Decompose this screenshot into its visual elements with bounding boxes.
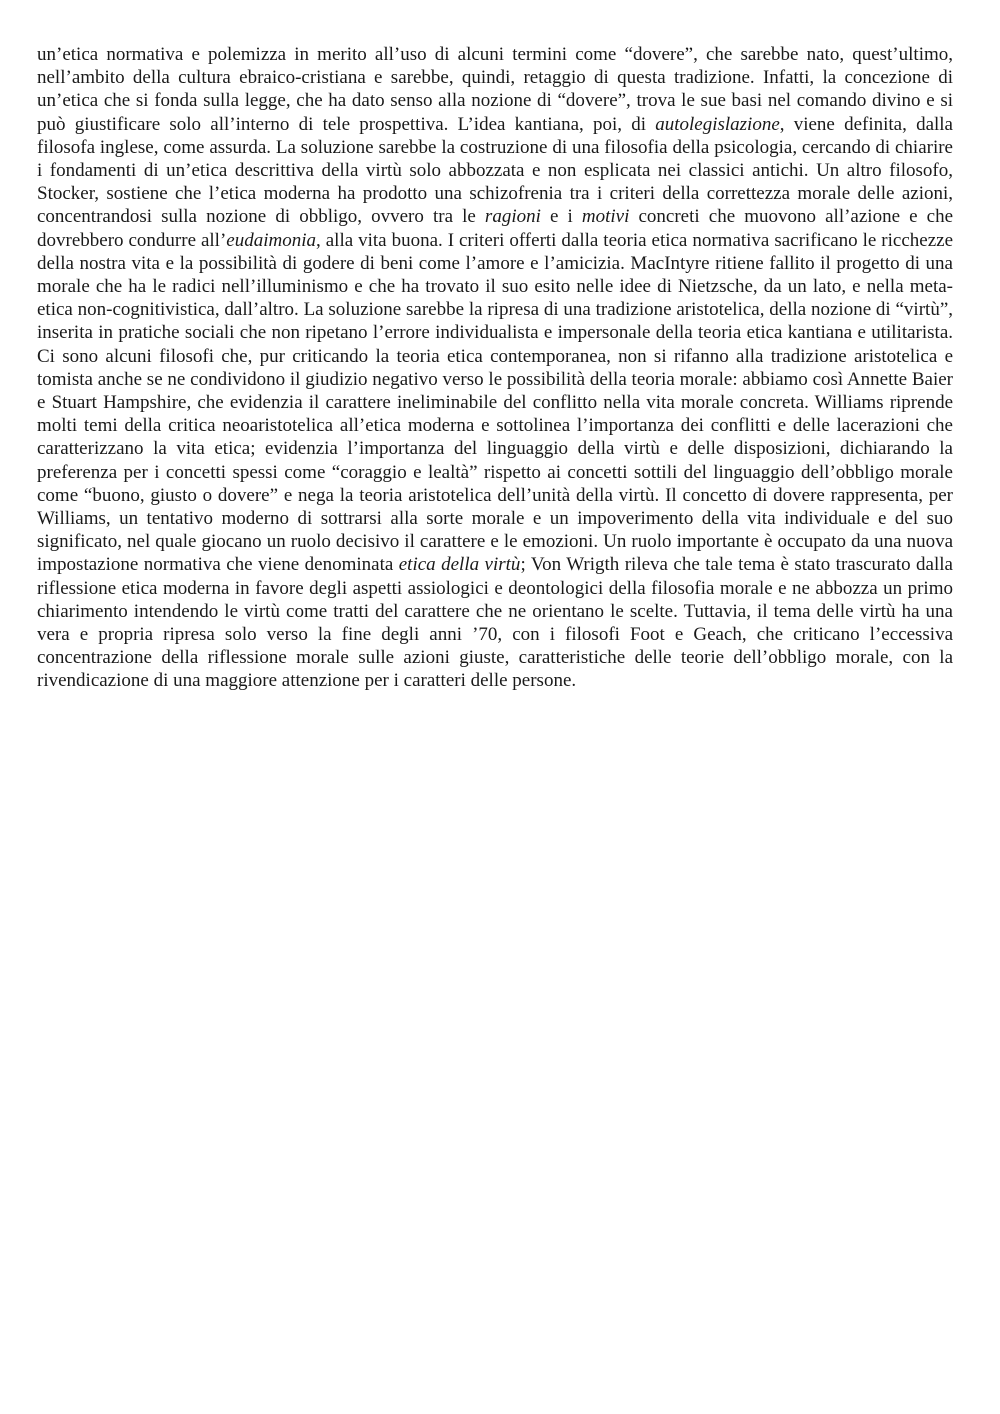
- text-segment: ; Von Wrigth rileva che tale tema è stato trascurato dalla riflessione etica moderna in favore degli aspetti assiologici e deontologici della filosofia morale e ne abbozza un primo chiarimento intendendo le virtù come tratti del carattere che ne orientano le scelte. Tuttavia, il tema delle virtù ha una vera e propria ripresa solo verso la fine degli anni ’70, con i filosofi Foot e Geach, che criticano l’eccessiva concentrazione della riflessione morale sulle azioni giuste, caratteristiche delle teorie dell’obbligo morale, con la rivendicazione di una maggiore attenzione per i caratteri delle persone.: [37, 554, 953, 692]
- text-segment: concreti che muovono all’azione e che dovrebbero condurre all’: [37, 206, 953, 251]
- body-paragraph: [37, 43, 953, 693]
- document-page: [37, 43, 953, 693]
- text-segment: , viene definita, dalla filosofa inglese, come assurda. La soluzione sarebbe la costruzione di una filosofia della psicologia, cercando di chiarire i fondamenti di un’etica descrittiva della virtù solo abbozzata e non esplicata nei classici antichi. Un altro filosofo, Stocker, sostiene che l’etica moderna ha prodotto una schizofrenia tra i criteri della correttezza morale delle azioni, concentrandosi sulla nozione di obbligo, ovvero tra le: [37, 113, 953, 228]
- italic-term-eudaimonia: eudaimonia: [226, 229, 317, 251]
- text-segment: un’etica normativa e polemizza in merito all’uso di alcuni termini come “dovere”, che sarebbe nato, quest’ultimo, nell’ambito della cultura ebraico-cristiana e sarebbe, quindi, retaggio di questa tradizione. Infatti, la concezione di un’etica che si fonda sulla legge, che ha dato senso alla nozione di “dovere”, trova le sue basi nel comando divino e si può giustificare solo all’interno di tele prospettiva. L’idea kantiana, poi, di: [37, 44, 953, 135]
- italic-term-ragioni: ragioni: [484, 206, 541, 228]
- italic-term-motivi: motivi: [581, 206, 630, 228]
- italic-term-autolegislazione: autolegislazione: [655, 113, 780, 135]
- text-segment: e i: [540, 206, 582, 228]
- text-segment: , alla vita buona. I criteri offerti dalla teoria etica normativa sacrificano le ricchezze della nostra vita e la possibilità di godere di beni come l’amore e l’amicizia. MacIntyre ritiene fallito il progetto di una morale che ha le radici nell’illuminismo e che ha trovato il suo esito nelle idee di Nietzsche, da un lato, e nella meta-etica non-cognitivistica, dall’altro. La soluzione sarebbe la ripresa di una tradizione aristotelica, della nozione di “virtù”, inserita in pratiche sociali che non ripetano l’errore individualista e impersonale della teoria etica kantiana e utilitarista. Ci sono alcuni filosofi che, pur criticando la teoria etica contemporanea, non si rifanno alla tradizione aristotelica e tomista anche se ne condividono il giudizio negativo verso le possibilità della teoria morale: abbiamo così Annette Baier e Stuart Hampshire, che evidenzia il carattere ineliminabile del conflitto nella vita morale concreta. Williams riprende molti temi della critica neoaristotelica all’etica moderna e sottolinea l’importanza dei conflitti e delle lacerazioni che caratterizzano la vita etica; evidenzia l’importanza del linguaggio della virtù e delle disposizioni, dichiarando la preferenza per i concetti spessi come “coraggio e lealtà” rispetto ai concetti sottili del linguaggio dell’obbligo morale come “buono, giusto o dovere” e nega la teoria aristotelica dell’unità della virtù. Il concetto di dovere rappresenta, per Williams, un tentativo moderno di sottrarsi alla sorte morale e un impoverimento della vita individuale e del suo significato, nel quale giocano un ruolo decisivo il carattere e le emozioni. Un ruolo importante è occupato da una nuova impostazione normativa che viene denominata: [37, 229, 954, 576]
- italic-term-etica-della-virtu: etica della virtù: [398, 554, 521, 576]
